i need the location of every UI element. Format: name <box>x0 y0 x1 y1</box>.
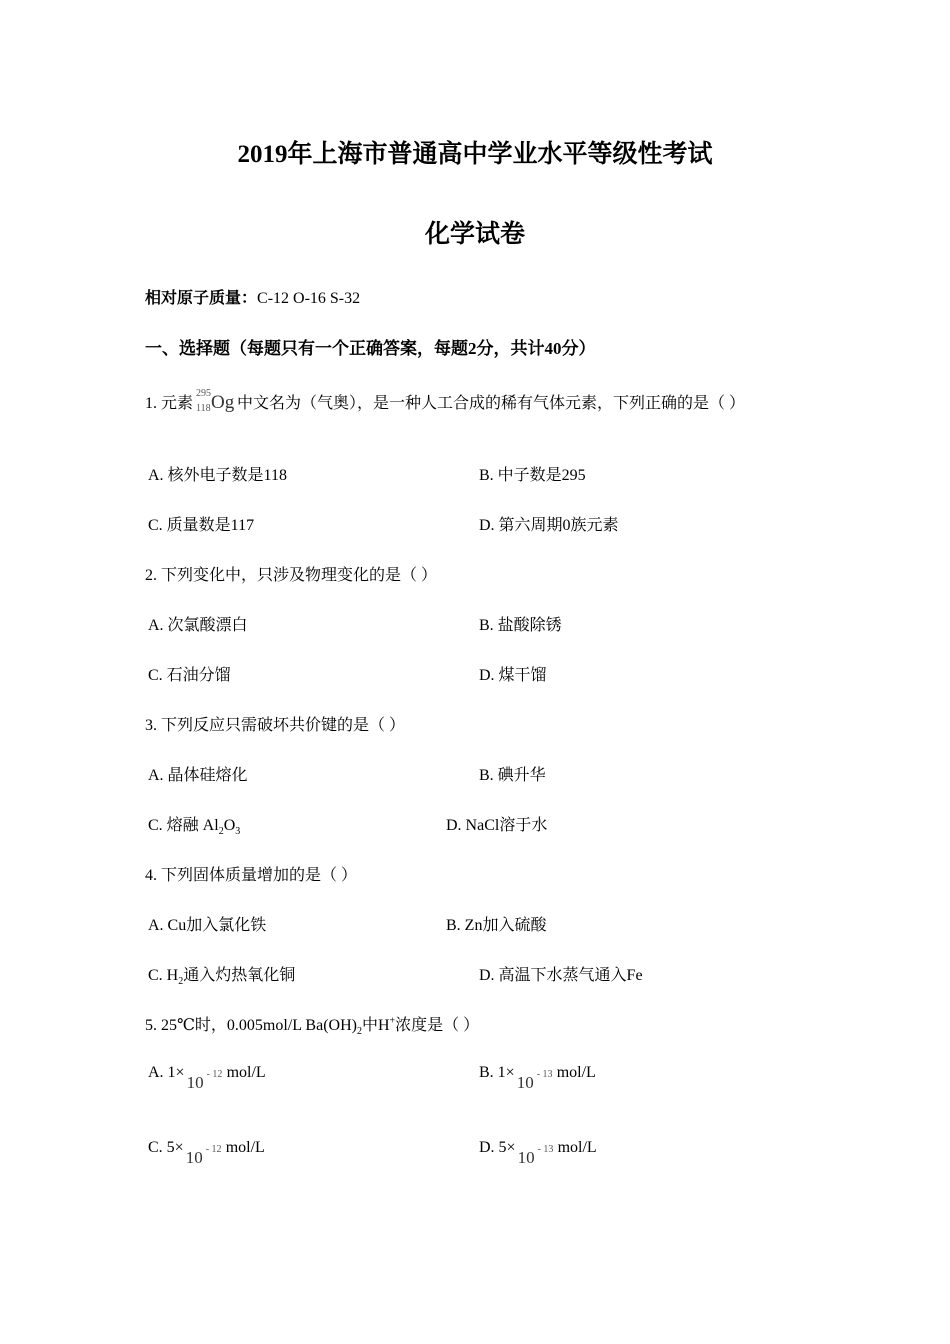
power-base: 10 <box>516 1073 534 1092</box>
q4-c-rest: 通入灼热氧化铜 <box>183 967 296 984</box>
q5-option-a <box>148 1064 266 1091</box>
q5-sub: 2 <box>356 1026 362 1038</box>
power-base: 10 <box>517 1148 535 1167</box>
q1-option-a: A. 核外电子数是118 <box>148 467 287 484</box>
q1-suffix: 中文名为（气奥），是一种人工合成的稀有气体元素，下列正确的是（ ） <box>237 395 746 412</box>
power-base: 10 <box>186 1073 204 1092</box>
q3-option-b: B. 碘升华 <box>479 767 546 784</box>
exam-title: 2019年上海市普通高中学业水平等级性考试 <box>237 141 713 168</box>
atomic-mass-label: 相对原子质量： <box>145 290 258 307</box>
q3-c-sub1: 2 <box>218 826 224 838</box>
power-exponent: - 13 <box>537 1144 554 1155</box>
q2-option-b: B. 盐酸除锈 <box>479 617 562 634</box>
q5-b-power <box>515 1071 557 1091</box>
q3-c-oxygen: O <box>223 817 236 834</box>
q2-option-a: A. 次氯酸漂白 <box>148 617 248 634</box>
q4-option-a: A. Cu加入氯化铁 <box>148 917 267 934</box>
q3-option-c <box>148 812 240 837</box>
power-base: 10 <box>185 1148 203 1167</box>
q5-text-pre: 5. 25℃时，0.005mol/L Ba(OH) <box>145 1017 357 1034</box>
q5-option-c <box>148 1139 265 1166</box>
power-exponent: - 12 <box>206 1069 223 1080</box>
atomic-mass-values: C-12 O-16 S-32 <box>257 290 361 307</box>
question-2: 2. 下列变化中，只涉及物理变化的是（ ） <box>145 567 438 584</box>
question-5 <box>145 1012 479 1037</box>
nuclide-mass: 295 <box>196 388 212 399</box>
q5-text-post: 浓度是（ ） <box>395 1017 480 1034</box>
q1-prefix: 1. 元素 <box>145 395 194 412</box>
section-heading: 一、选择题（每题只有一个正确答案，每题2分，共计40分） <box>145 339 596 358</box>
q5-d-power <box>516 1146 558 1166</box>
q3-option-d: D. NaCl溶于水 <box>446 817 548 834</box>
q5-option-b <box>479 1064 596 1091</box>
q4-c-sub: 2 <box>178 976 184 988</box>
q5-b-prefix: B. 1× <box>479 1064 515 1081</box>
q1-option-c: C. 质量数是117 <box>148 517 255 534</box>
q1-option-b: B. 中子数是295 <box>479 467 586 484</box>
q3-c-sub2: 3 <box>235 826 241 838</box>
q5-a-unit: mol/L <box>226 1064 266 1081</box>
q5-b-unit: mol/L <box>556 1064 596 1081</box>
q5-option-d <box>479 1139 597 1166</box>
q1-option-d: D. 第六周期0族元素 <box>479 517 619 534</box>
q3-c-text: C. 熔融 Al <box>148 817 219 834</box>
q4-option-b: B. Zn加入硫酸 <box>446 917 547 934</box>
q2-option-d: D. 煤干馏 <box>479 667 547 684</box>
nuclide-atomic-number: 118 <box>196 403 211 414</box>
q5-sup: + <box>389 1015 396 1027</box>
question-4: 4. 下列固体质量增加的是（ ） <box>145 867 358 884</box>
question-3: 3. 下列反应只需破坏共价键的是（ ） <box>145 717 406 734</box>
q5-d-unit: mol/L <box>557 1139 597 1156</box>
q5-text-mid: 中H <box>361 1017 390 1034</box>
q3-option-a: A. 晶体硅熔化 <box>148 767 248 784</box>
q5-c-unit: mol/L <box>225 1139 265 1156</box>
question-1 <box>145 390 745 414</box>
q5-d-prefix: D. 5× <box>479 1139 516 1156</box>
q4-option-c <box>148 962 295 987</box>
exam-subtitle: 化学试卷 <box>424 221 525 248</box>
nuclide-symbol: Og <box>211 392 235 413</box>
q5-a-power <box>185 1071 227 1091</box>
power-exponent: - 12 <box>205 1144 222 1155</box>
q4-c-text: C. H <box>148 967 179 984</box>
q4-option-d: D. 高温下水蒸气通入Fe <box>479 967 643 984</box>
q5-c-prefix: C. 5× <box>148 1139 184 1156</box>
atomic-mass-line <box>145 285 360 308</box>
q5-c-power <box>184 1146 226 1166</box>
nuclide-og <box>193 388 237 414</box>
q5-a-prefix: A. 1× <box>148 1064 185 1081</box>
q2-option-c: C. 石油分馏 <box>148 667 231 684</box>
power-exponent: - 13 <box>536 1069 553 1080</box>
